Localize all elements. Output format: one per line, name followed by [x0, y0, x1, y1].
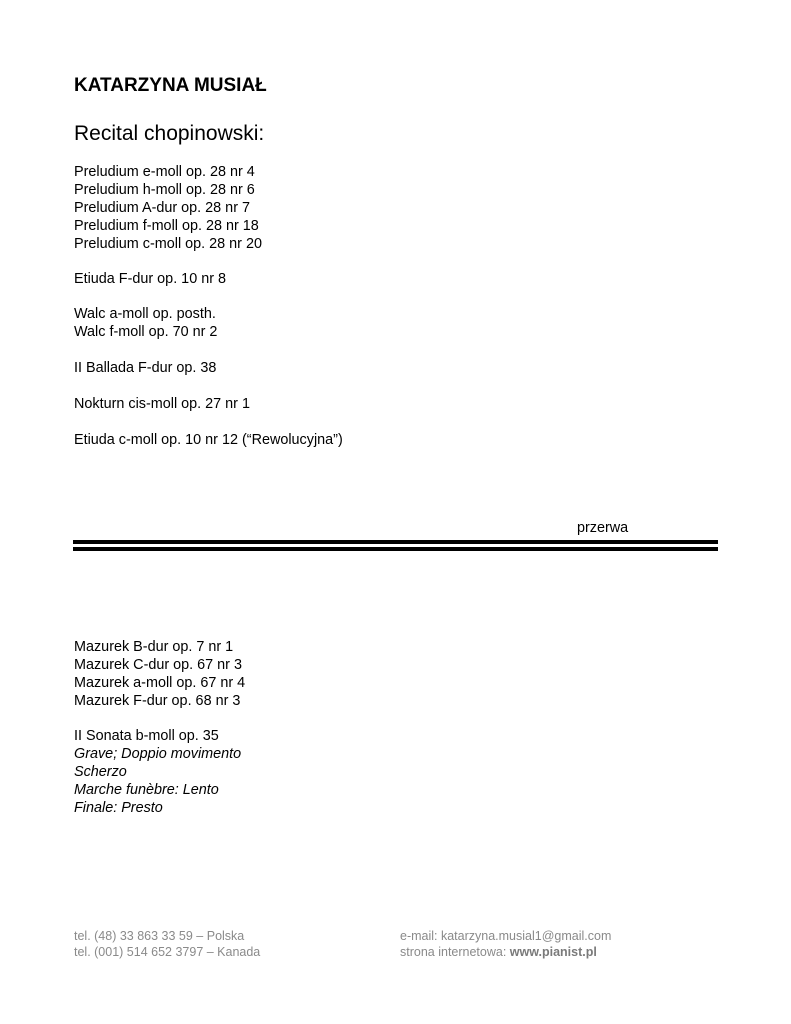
email-address: e-mail: katarzyna.musial1@gmail.com: [400, 929, 612, 943]
divider-line-bottom: [73, 547, 718, 551]
divider-line-top: [73, 540, 718, 544]
sonata-movement: Finale: Presto: [74, 800, 163, 816]
sonata-group: [74, 727, 241, 817]
nocturne-group: [74, 395, 250, 413]
sonata-movement: Grave; Doppio movimento: [74, 746, 242, 762]
ballade-group: [74, 359, 216, 377]
website-line: [400, 944, 611, 960]
intermission-label: przerwa: [577, 520, 629, 536]
etude-2-group: [74, 431, 343, 449]
list-item: Mazurek B-dur op. 7 nr 1: [74, 639, 234, 655]
website-link[interactable]: www.pianist.pl: [509, 945, 597, 959]
website-label: strona internetowa:: [400, 945, 510, 959]
list-item: Mazurek F-dur op. 68 nr 3: [74, 693, 241, 709]
footer-phones: [74, 928, 260, 960]
list-item: Walc a-moll op. posth.: [74, 306, 216, 322]
phone-canada: tel. (001) 514 652 3797 – Kanada: [74, 945, 261, 959]
list-item: Preludium A-dur op. 28 nr 7: [74, 200, 250, 216]
sonata-movement: Scherzo: [74, 764, 127, 780]
etude-1-group: [74, 270, 226, 288]
recital-title: Recital chopinowski:: [74, 122, 265, 145]
list-item: Preludium c-moll op. 28 nr 20: [74, 236, 262, 252]
sonata-movement: Marche funèbre: Lento: [74, 782, 219, 798]
mazurkas-list: [74, 638, 245, 710]
list-item: Walc f-moll op. 70 nr 2: [74, 324, 218, 340]
list-item: Preludium e-moll op. 28 nr 4: [74, 164, 255, 180]
phone-poland: tel. (48) 33 863 33 59 – Polska: [74, 929, 245, 943]
list-item: Preludium f-moll op. 28 nr 18: [74, 218, 259, 234]
list-item: Preludium h-moll op. 28 nr 6: [74, 182, 255, 198]
waltzes-list: [74, 305, 217, 341]
list-item: Mazurek a-moll op. 67 nr 4: [74, 675, 246, 691]
list-item: Etiuda F-dur op. 10 nr 8: [74, 271, 226, 287]
performer-name: KATARZYNA MUSIAŁ: [74, 75, 267, 96]
list-item: II Ballada F-dur op. 38: [74, 360, 217, 376]
sonata-title: II Sonata b-moll op. 35: [74, 728, 219, 744]
list-item: Etiuda c-moll op. 10 nr 12 (“Rewolucyjna”): [74, 432, 343, 448]
footer-contact: [400, 928, 611, 960]
preludes-list: [74, 163, 262, 253]
list-item: Nokturn cis-moll op. 27 nr 1: [74, 396, 250, 412]
list-item: Mazurek C-dur op. 67 nr 3: [74, 657, 242, 673]
